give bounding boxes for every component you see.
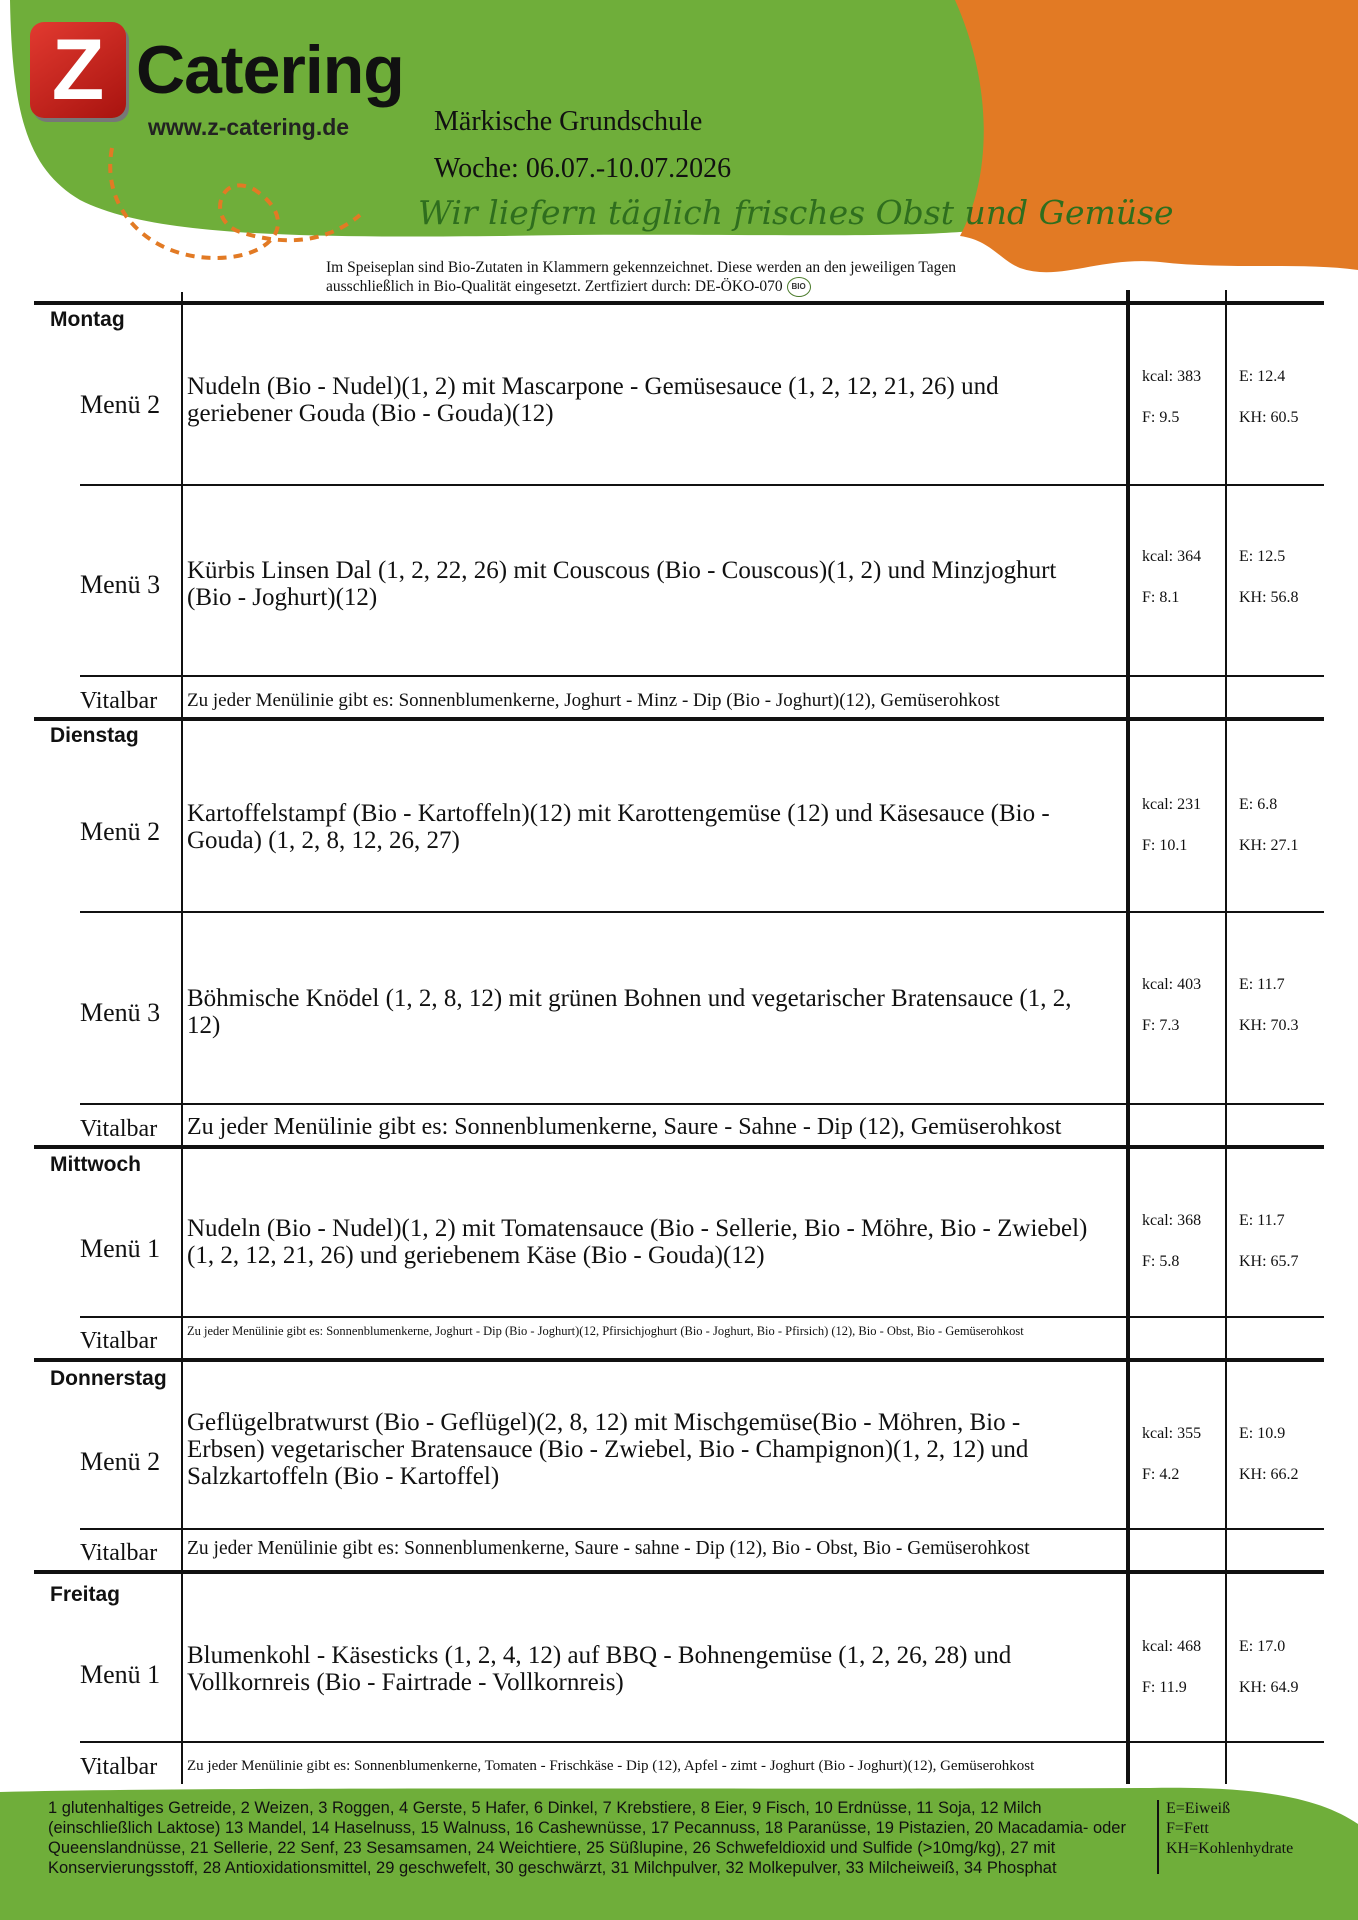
row-divider <box>80 1741 1324 1743</box>
bio-note <box>326 258 1026 297</box>
vitalbar-label: Vitalbar <box>80 1116 158 1142</box>
fat-value: F: 7.3 <box>1142 1017 1180 1034</box>
vitalbar-label: Vitalbar <box>80 1754 158 1780</box>
kcal-value: kcal: 368 <box>1142 1212 1202 1229</box>
menu-label: Menü 2 <box>80 817 161 846</box>
kcal-value: kcal: 355 <box>1142 1425 1202 1442</box>
carbs-value: KH: 56.8 <box>1239 589 1299 606</box>
day-divider <box>34 1570 1324 1574</box>
protein-value: E: 12.5 <box>1239 548 1286 565</box>
row-divider <box>80 1528 1324 1530</box>
row-divider <box>80 911 1324 913</box>
vitalbar-text: Zu jeder Menülinie gibt es: Sonnenblumenkerne, Saure - sahne - Dip (12), Bio - Obst, Bio - Gemüserohkost <box>187 1538 1030 1559</box>
protein-value: E: 11.7 <box>1239 976 1285 993</box>
carbs-value: KH: 70.3 <box>1239 1017 1299 1034</box>
day-divider <box>34 1145 1324 1149</box>
day-label-donnerstag: Donnerstag <box>50 1367 167 1390</box>
protein-value: E: 11.7 <box>1239 1212 1285 1229</box>
vitalbar-label: Vitalbar <box>80 688 158 714</box>
fat-value: F: 8.1 <box>1142 589 1180 606</box>
protein-value: E: 17.0 <box>1239 1638 1286 1655</box>
fat-value: F: 10.1 <box>1142 837 1188 854</box>
dish-text: Kürbis Linsen Dal (1, 2, 22, 26) mit Couscous (Bio - Couscous)(1, 2) und Minzjoghurt (Bio - Joghurt)(12) <box>187 557 1057 611</box>
row-divider <box>80 1103 1324 1105</box>
legend-protein: E=Eiweiß <box>1166 1800 1231 1817</box>
logo-wordmark: Catering <box>136 32 404 108</box>
dish-text: Nudeln (Bio - Nudel)(1, 2) mit Tomatensauce (Bio - Sellerie, Bio - Möhre, Bio - Zwiebel) (1, 2, 12, 21, 26) und geriebenem Käse (Bio - Gouda)(12) <box>187 1215 1088 1269</box>
slogan: Wir liefern täglich frisches Obst und Gemüse <box>418 193 1174 232</box>
day-label-freitag: Freitag <box>50 1583 121 1606</box>
column-divider <box>1225 290 1227 1784</box>
protein-value: E: 10.9 <box>1239 1425 1286 1442</box>
menu-label: Menü 3 <box>80 998 161 1027</box>
nutrition-legend <box>1166 1799 1293 1859</box>
vitalbar-text: Zu jeder Menülinie gibt es: Sonnenblumenkerne, Saure - Sahne - Dip (12), Gemüserohkost <box>187 1114 1062 1140</box>
carbs-value: KH: 27.1 <box>1239 837 1299 854</box>
logo-url: www.z-catering.de <box>148 114 350 140</box>
dish-text: Blumenkohl - Käsesticks (1, 2, 4, 12) auf BBQ - Bohnengemüse (1, 2, 26, 28) und Vollkornreis (Bio - Fairtrade - Vollkornreis) <box>187 1642 1012 1696</box>
bio-seal-icon: BIO <box>787 277 811 297</box>
school-name: Märkische Grundschule <box>434 106 703 137</box>
vitalbar-text: Zu jeder Menülinie gibt es: Sonnenblumenkerne, Tomaten - Frischkäse - Dip (12), Apfel - zimt - Joghurt (Bio - Joghurt)(12), Gemüserohkost <box>187 1758 1035 1774</box>
legend-carbs: KH=Kohlenhydrate <box>1166 1840 1294 1857</box>
day-divider <box>34 717 1324 721</box>
bio-note-text: Im Speiseplan sind Bio-Zutaten in Klammern gekennzeichnet. Diese werden an den jeweiligen Tagen ausschließlich in Bio-Qualität eingesetzt. Zertfiziert durch: DE-ÖKO-070 <box>326 259 957 295</box>
fat-value: F: 11.9 <box>1142 1679 1187 1696</box>
kcal-value: kcal: 403 <box>1142 976 1202 993</box>
fat-value: F: 9.5 <box>1142 409 1180 426</box>
dish-text: Kartoffelstampf (Bio - Kartoffeln)(12) mit Karottengemüse (12) und Käsesauce (Bio - Gouda) (1, 2, 8, 12, 26, 27) <box>187 800 1050 854</box>
carbs-value: KH: 66.2 <box>1239 1466 1299 1483</box>
menu-label: Menü 2 <box>80 390 161 419</box>
carbs-value: KH: 65.7 <box>1239 1253 1299 1270</box>
fat-value: F: 4.2 <box>1142 1466 1180 1483</box>
carbs-value: KH: 64.9 <box>1239 1679 1299 1696</box>
column-divider <box>181 292 183 1784</box>
dish-text: Nudeln (Bio - Nudel)(1, 2) mit Mascarpone - Gemüsesauce (1, 2, 12, 21, 26) und geriebener Gouda (Bio - Gouda)(12) <box>187 373 999 427</box>
menu-label: Menü 2 <box>80 1447 161 1476</box>
table-top-border <box>34 301 1324 305</box>
kcal-value: kcal: 468 <box>1142 1638 1202 1655</box>
kcal-value: kcal: 231 <box>1142 796 1202 813</box>
kcal-value: kcal: 364 <box>1142 548 1202 565</box>
day-divider <box>34 1358 1324 1362</box>
day-label-montag: Montag <box>50 308 125 331</box>
row-divider <box>80 1316 1324 1318</box>
protein-value: E: 12.4 <box>1239 368 1286 385</box>
fat-value: F: 5.8 <box>1142 1253 1180 1270</box>
legend-fat: F=Fett <box>1166 1820 1209 1837</box>
column-divider <box>1126 290 1130 1784</box>
protein-value: E: 6.8 <box>1239 796 1278 813</box>
dish-text: Böhmische Knödel (1, 2, 8, 12) mit grünen Bohnen und vegetarischer Bratensauce (1, 2, 12) <box>187 985 1072 1039</box>
menu-label: Menü 1 <box>80 1234 161 1263</box>
day-label-dienstag: Dienstag <box>50 724 139 747</box>
vitalbar-text: Zu jeder Menülinie gibt es: Sonnenblumenkerne, Joghurt - Dip (Bio - Joghurt)(12, Pfirsichjoghurt (Bio - Joghurt, Bio - Pfirsich) (12), Bio - Obst, Bio - Gemüserohkost <box>187 1324 1024 1338</box>
logo-letter: Z <box>51 22 105 118</box>
allergen-list: 1 glutenhaltiges Getreide, 2 Weizen, 3 Roggen, 4 Gerste, 5 Hafer, 6 Dinkel, 7 Krebstiere, 8 Eier, 9 Fisch, 10 Erdnüsse, 11 Soja, 12 Milch (einschließlich Laktose) 13 Mandel, 14 Haselnuss, 15 Walnuss, 16 Cashewnüsse, 17 Pecannuss, 18 Paranüsse, 19 Pistazien, 20 Macadamia- oder Queenslandnüsse, 21 Sellerie, 22 Senf, 23 Sesamsamen, 24 Weichtiere, 25 Süßlupine, 26 Schwefeldioxid und Sulfide (>10mg/kg), 27 mit Konservierungsstoff, 28 Antioxidationsmittel, 29 geschwefelt, 30 geschwärzt, 31 Milchpulver, 32 Molkepulver, 33 Milcheiweiß, 34 Phosphat <box>48 1799 1126 1877</box>
carbs-value: KH: 60.5 <box>1239 409 1299 426</box>
week-range: Woche: 06.07.-10.07.2026 <box>434 153 732 184</box>
menu-label: Menü 3 <box>80 570 161 599</box>
vitalbar-label: Vitalbar <box>80 1328 158 1354</box>
row-divider <box>80 484 1324 486</box>
day-label-mittwoch: Mittwoch <box>50 1153 141 1176</box>
kcal-value: kcal: 383 <box>1142 368 1202 385</box>
menu-label: Menü 1 <box>80 1660 161 1689</box>
vitalbar-label: Vitalbar <box>80 1540 158 1566</box>
row-divider <box>80 675 1324 677</box>
dish-text: Geflügelbratwurst (Bio - Geflügel)(2, 8, 12) mit Mischgemüse(Bio - Möhren, Bio - Erbsen) vegetarischer Bratensauce (Bio - Zwiebel, Bio - Champignon)(1, 2, 12) und Salzkartoffeln (Bio - Kartoffel) <box>187 1409 1029 1490</box>
vitalbar-text: Zu jeder Menülinie gibt es: Sonnenblumenkerne, Joghurt - Minz - Dip (Bio - Joghurt)(12), Gemüserohkost <box>187 690 1000 711</box>
